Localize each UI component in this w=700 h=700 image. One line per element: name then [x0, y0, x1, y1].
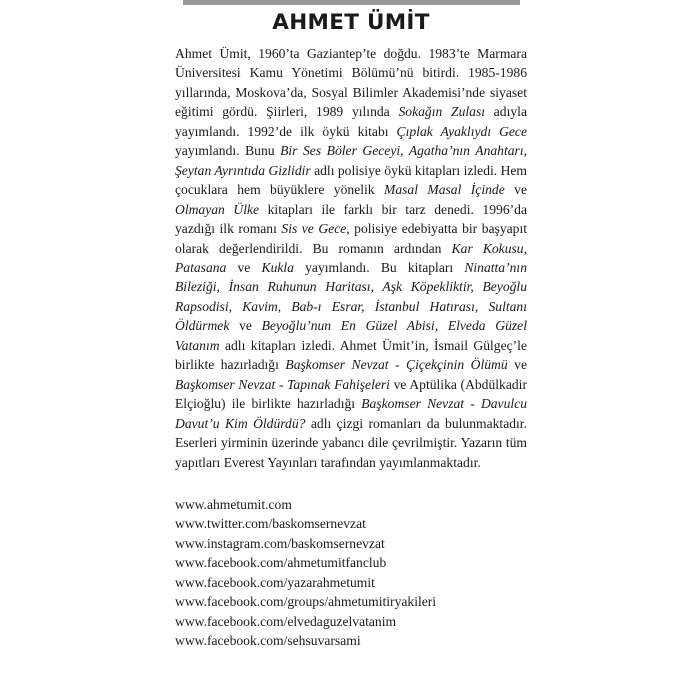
bio-text: adlı polisiye öykü kitapları izledi. Hem çocuklara hem büyüklere yönelik [175, 162, 528, 198]
bio-text: ve [226, 259, 262, 275]
bio-text: yayımlandı. Bunu [175, 143, 281, 159]
work-title: Çıplak Ayaklıydı Gece [396, 123, 527, 139]
work-title: Bir Ses Böler Geceyi, Agatha’nın Anahtarı, Şeytan Ayrıntıda Gizlidir [175, 143, 528, 178]
work-title: Masal Masal İçinde [384, 182, 505, 198]
bio-text: adıyla yayımlandı. 1992’de ilk öykü kitabı [175, 104, 527, 139]
work-title: Beyoğlu’nun En Güzel Abisi, Elveda Güzel Vatanım [175, 318, 527, 353]
link-item [175, 514, 527, 533]
author-link[interactable]: www.ahmetumit.com [175, 496, 292, 512]
author-link[interactable]: www.facebook.com/ahmetumitfanclub [175, 555, 387, 571]
author-bio-page [175, 8, 527, 651]
bio-text: adlı çizgi romanları da bulunmaktadır. Eserleri yirminin üzerinde yabancı dile çevrilmiştir. Yazarın tüm yapıtları Everest Yayınları tarafından yayımlanmaktadır. [175, 415, 527, 470]
bio-text: , polisiye edebiyatta bir başyapıt olarak değerlendirildi. Bu romanın ardından [175, 221, 527, 256]
bio-text: ve [229, 318, 262, 334]
bio-text: Ahmet Ümit, 1960’ta Gaziantep’te doğdu. 1983’te Marmara Üniversitesi Kamu Yönetimi Bölümü’nü bitirdi. 1985-1986 yıllarında, Moskova’da, Sosyal Bilimler Akademisi’nde siyaset eğitimi gördü. Şiirleri, 1989 yılında [175, 46, 527, 120]
author-link[interactable]: www.instagram.com/baskomsernevzat [175, 535, 385, 551]
work-title: Sis ve Gece [281, 221, 347, 237]
link-item [175, 592, 527, 611]
author-biography [175, 44, 527, 472]
work-title: Olmayan Ülke [175, 201, 260, 217]
bio-text: adlı kitapları izledi. Ahmet Ümit’in, İsmail Gülgeç’le birlikte hazırladığı [175, 337, 527, 373]
work-title: Başkomser Nevzat - Tapınak Fahişeleri [175, 376, 390, 392]
top-divider [183, 0, 520, 5]
author-links-list [175, 495, 527, 651]
work-title: Kukla [261, 259, 294, 275]
work-title: Başkomser Nevzat - Çiçekçinin Ölümü [285, 357, 508, 373]
link-item [175, 495, 527, 514]
bio-text: ve Aptülika (Abdülkadir Elçioğlu) ile birlikte hazırladığı [175, 376, 527, 412]
link-item [175, 631, 527, 650]
author-link[interactable]: www.facebook.com/groups/ahmetumitiryakileri [175, 594, 437, 610]
link-item [175, 553, 527, 572]
work-title: Başkomser Nevzat - Davulcu Davut’u Kim Öldürdü? [175, 396, 527, 431]
work-title: Sokağın Zulası [398, 104, 486, 120]
link-item [175, 612, 527, 631]
bio-text: ve [507, 357, 528, 373]
link-item [175, 573, 527, 592]
author-link[interactable]: www.facebook.com/sehsuvarsami [175, 633, 361, 649]
work-title: Kar Kokusu, Patasana [175, 240, 528, 275]
author-link[interactable]: www.facebook.com/yazarahmetumit [175, 574, 375, 590]
bio-text: kitapları ile farklı bir tarz denedi. 1996’da yazdığı ilk romanı [175, 201, 527, 237]
author-link[interactable]: www.twitter.com/baskomsernevzat [175, 516, 366, 532]
bio-text: ve [504, 182, 527, 198]
author-title: AHMET ÜMİT [272, 10, 430, 35]
work-title: Ninatta’nın Bileziği, İnsan Ruhunun Haritası, Aşk Köpekliktir, Beyoğlu Rapsodisi, Kavim, Bab-ı Esrar, İstanbul Hatırası, Sultanı Öldürmek [175, 259, 527, 334]
author-link[interactable]: www.facebook.com/elvedaguzelvatanim [175, 613, 397, 629]
bio-text: yayımlandı. Bu kitapları [293, 259, 465, 275]
link-item [175, 534, 527, 553]
